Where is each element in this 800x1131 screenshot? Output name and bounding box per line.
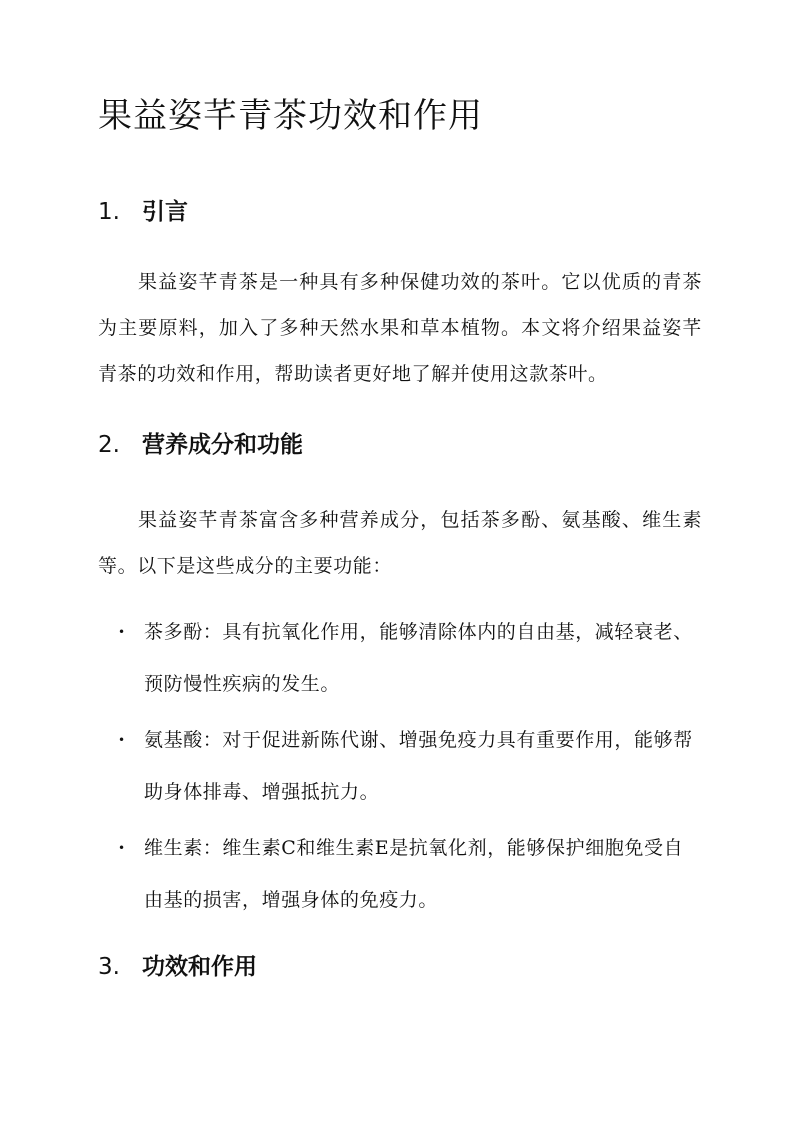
intro-paragraph: 果益姿芊青茶是一种具有多种保健功效的茶叶。它以优质的青茶为主要原料，加入了多种天然水果和草本植物。本文将介绍果益姿芊青茶的功效和作用，帮助读者更好地了解并使用这款茶叶。 (98, 271, 702, 385)
bullet-text: 氨基酸：对于促进新陈代谢、增强免疫力具有重要作用，能够帮助身体排毒、增强抵抗力。 (144, 729, 693, 803)
section-heading-text: 营养成分和功能 (142, 432, 303, 458)
section-heading-text: 功效和作用 (142, 954, 257, 980)
bullet-icon: • (118, 841, 126, 855)
section-heading-effects (98, 951, 257, 983)
section-heading-nutrition (98, 429, 303, 461)
list-item (98, 714, 702, 818)
section-number: 2. (98, 432, 120, 458)
bullet-text: 维生素：维生素C和维生素E是抗氧化剂，能够保护细胞免受自由基的损害，增强身体的免疫力。 (144, 837, 684, 911)
list-item (98, 606, 702, 710)
section-heading-intro (98, 196, 188, 228)
bullet-icon: • (118, 625, 126, 639)
document-title: 果益姿芊青茶功效和作用 (98, 96, 483, 136)
list-item (98, 822, 702, 926)
section-heading-text: 引言 (142, 199, 188, 225)
section-number: 1. (98, 199, 120, 225)
nutrition-bullet-list (98, 606, 702, 930)
bullet-text: 茶多酚：具有抗氧化作用，能够清除体内的自由基，减轻衰老、预防慢性疾病的发生。 (144, 621, 693, 695)
nutrition-paragraph: 果益姿芊青茶富含多种营养成分，包括茶多酚、氨基酸、维生素等。以下是这些成分的主要功能： (98, 509, 702, 577)
bullet-icon: • (118, 733, 126, 747)
section-number: 3. (98, 954, 120, 980)
